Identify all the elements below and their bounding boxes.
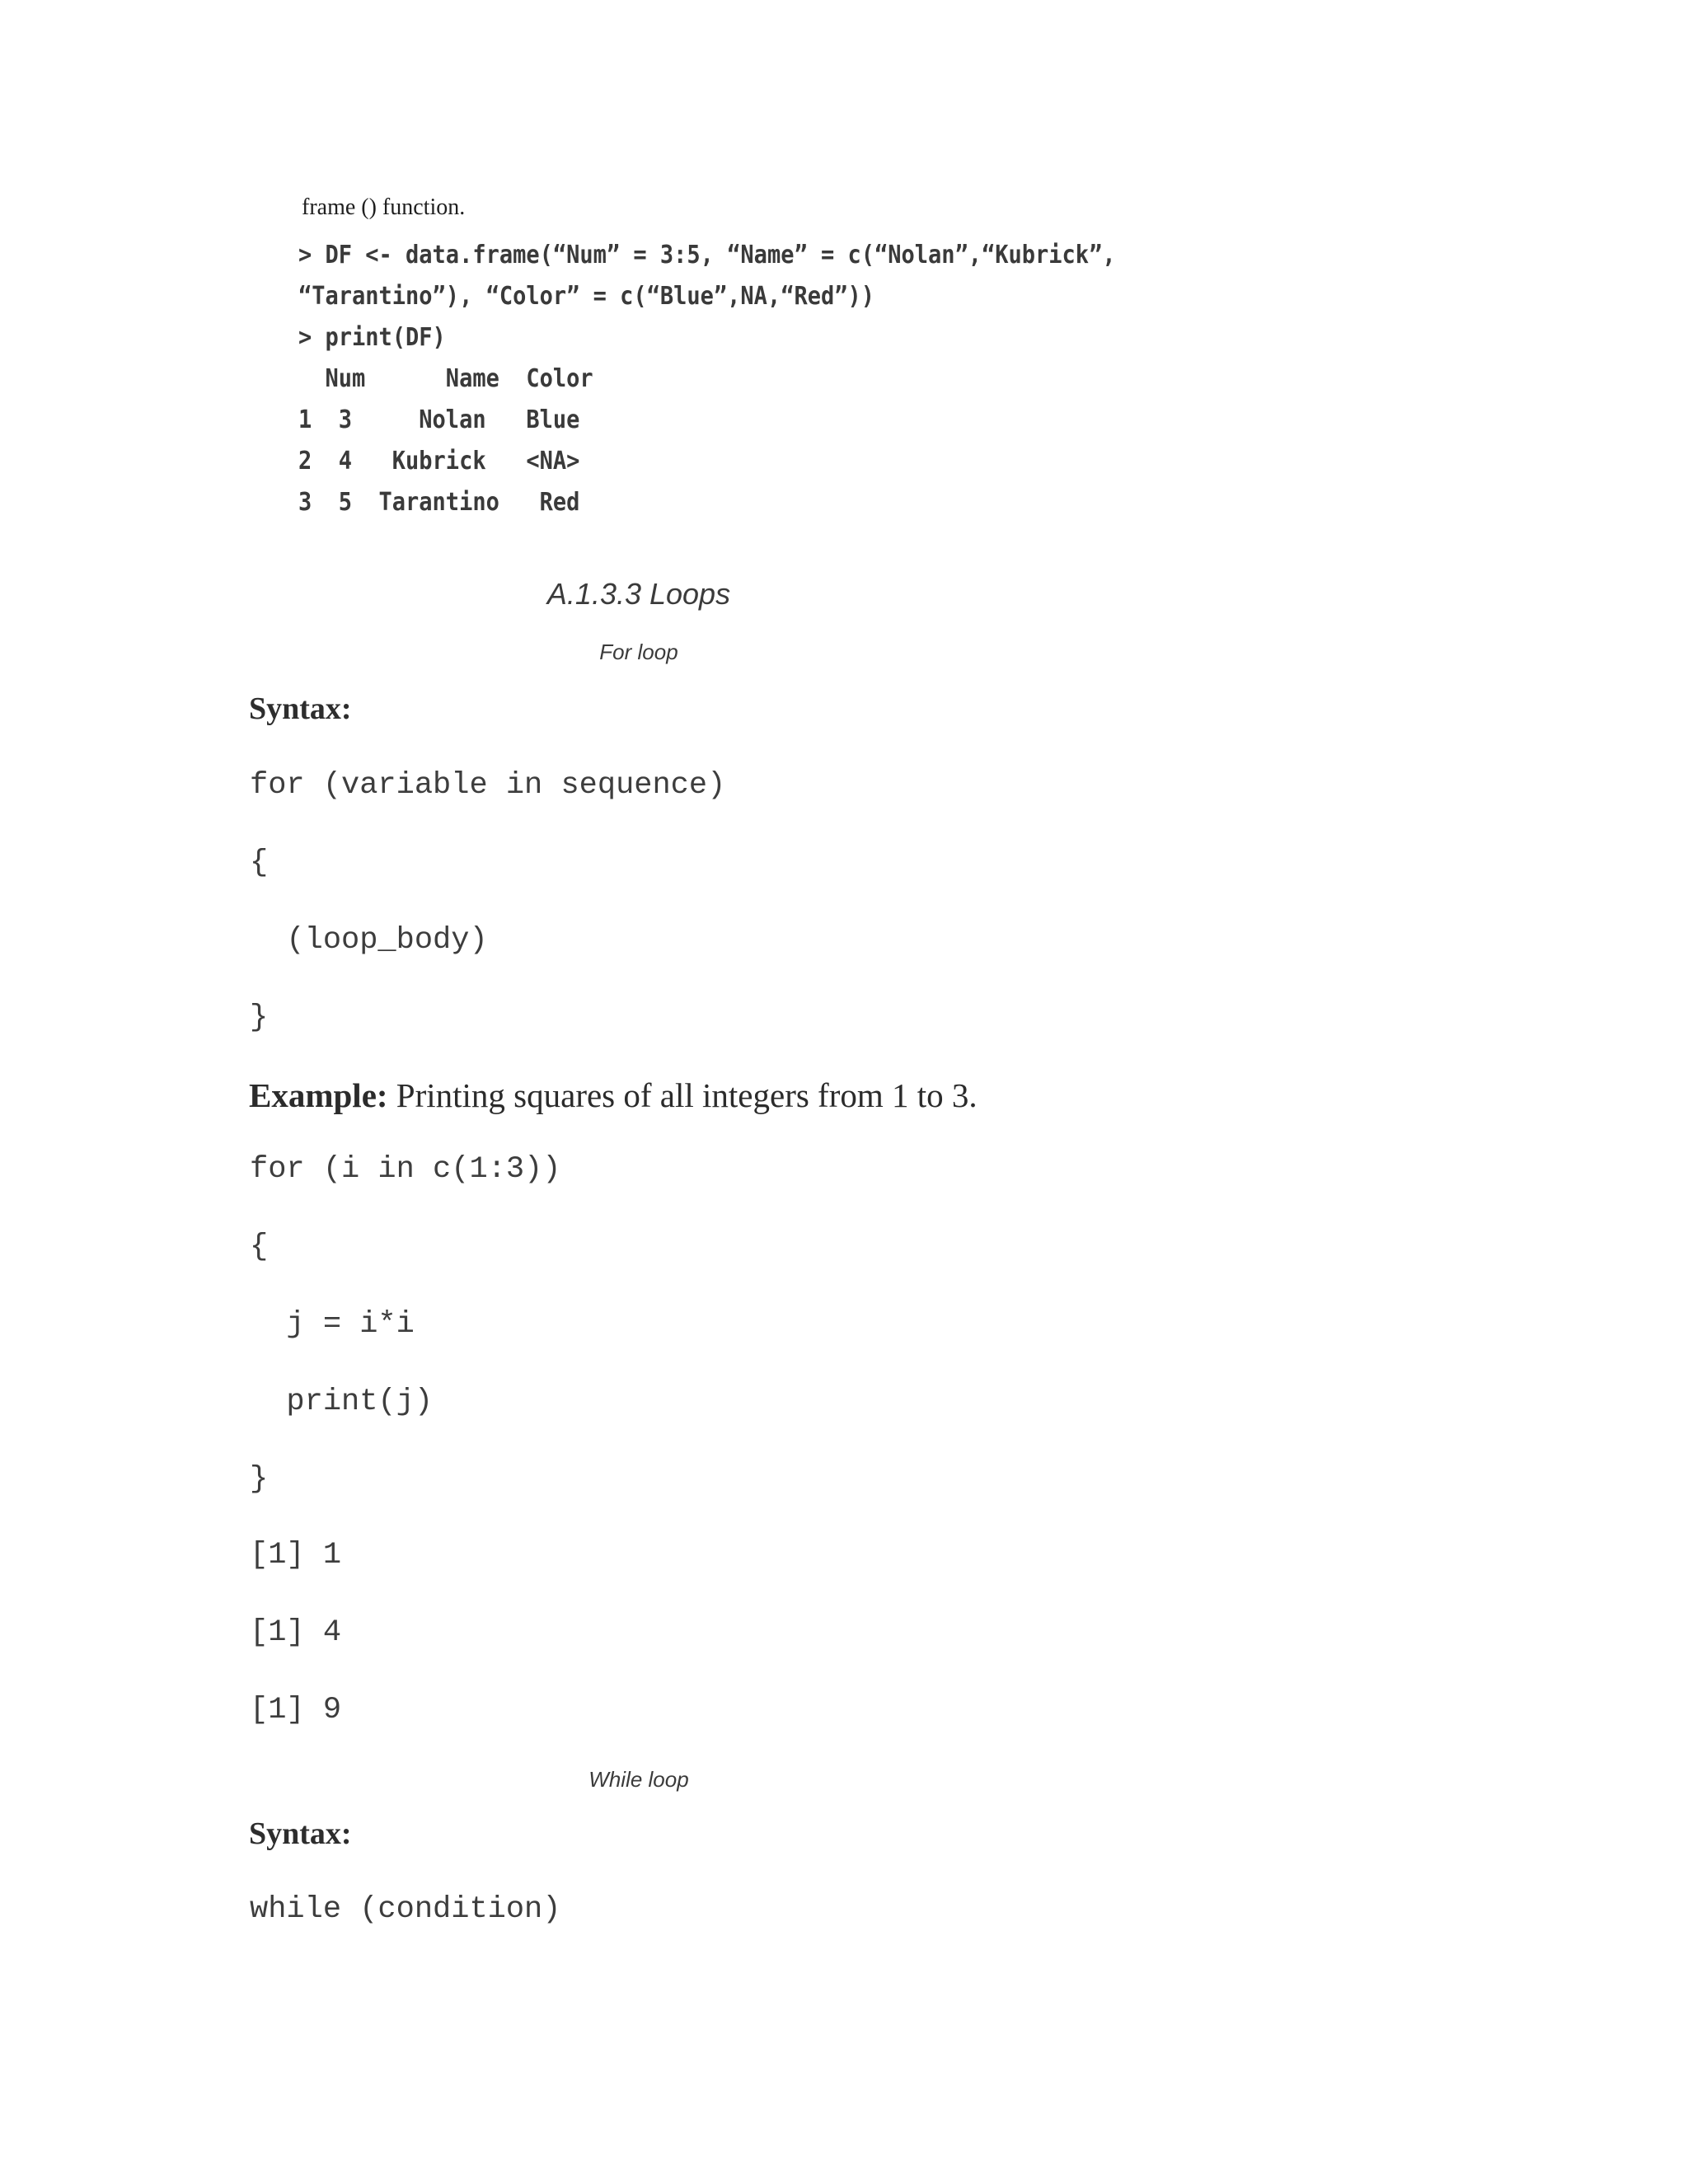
intro-text: frame () function.	[302, 194, 466, 220]
for-syntax-line: (loop_body)	[250, 923, 488, 958]
r-command-line-1a: > DF <- data.frame(“Num” = 3:5, “Name” = c(“Nolan”,“Kubrick”,	[298, 241, 1116, 269]
section-heading: A.1.3.3 Loops	[546, 577, 731, 611]
for-loop-subheading: For loop	[599, 640, 678, 664]
while-syntax-line: while (condition)	[250, 1892, 561, 1927]
r-output-row: 3 5 Tarantino Red	[298, 488, 580, 517]
r-output-header: Num Name Color	[298, 364, 593, 393]
r-output-row: 1 3 Nolan Blue	[298, 405, 580, 434]
while-syntax-label: Syntax:	[249, 1816, 352, 1851]
example-label: Example:	[249, 1076, 388, 1114]
example-code-line: for (i in c(1:3))	[250, 1152, 561, 1187]
example-text: Printing squares of all integers from 1 to 3.	[387, 1076, 978, 1114]
example-output-line: [1] 1	[250, 1538, 342, 1572]
example-code-line: print(j)	[250, 1385, 434, 1419]
while-loop-subheading: While loop	[588, 1767, 689, 1792]
r-command-line-1b: “Tarantino”), “Color” = c(“Blue”,NA,“Red”))	[298, 282, 874, 311]
for-syntax-line: for (variable in sequence)	[250, 768, 726, 803]
r-output-row: 2 4 Kubrick <NA>	[298, 447, 580, 476]
example-paragraph	[249, 1076, 978, 1115]
example-code-line: }	[250, 1462, 269, 1497]
example-code-line: {	[250, 1230, 269, 1264]
example-output-line: [1] 4	[250, 1615, 342, 1650]
example-code-line: j = i*i	[250, 1307, 415, 1342]
example-output-line: [1] 9	[250, 1693, 342, 1727]
r-command-line-2: > print(DF)	[298, 323, 446, 352]
for-syntax-line: {	[250, 846, 269, 880]
for-syntax-label: Syntax:	[249, 691, 352, 726]
for-syntax-line: }	[250, 1001, 269, 1035]
